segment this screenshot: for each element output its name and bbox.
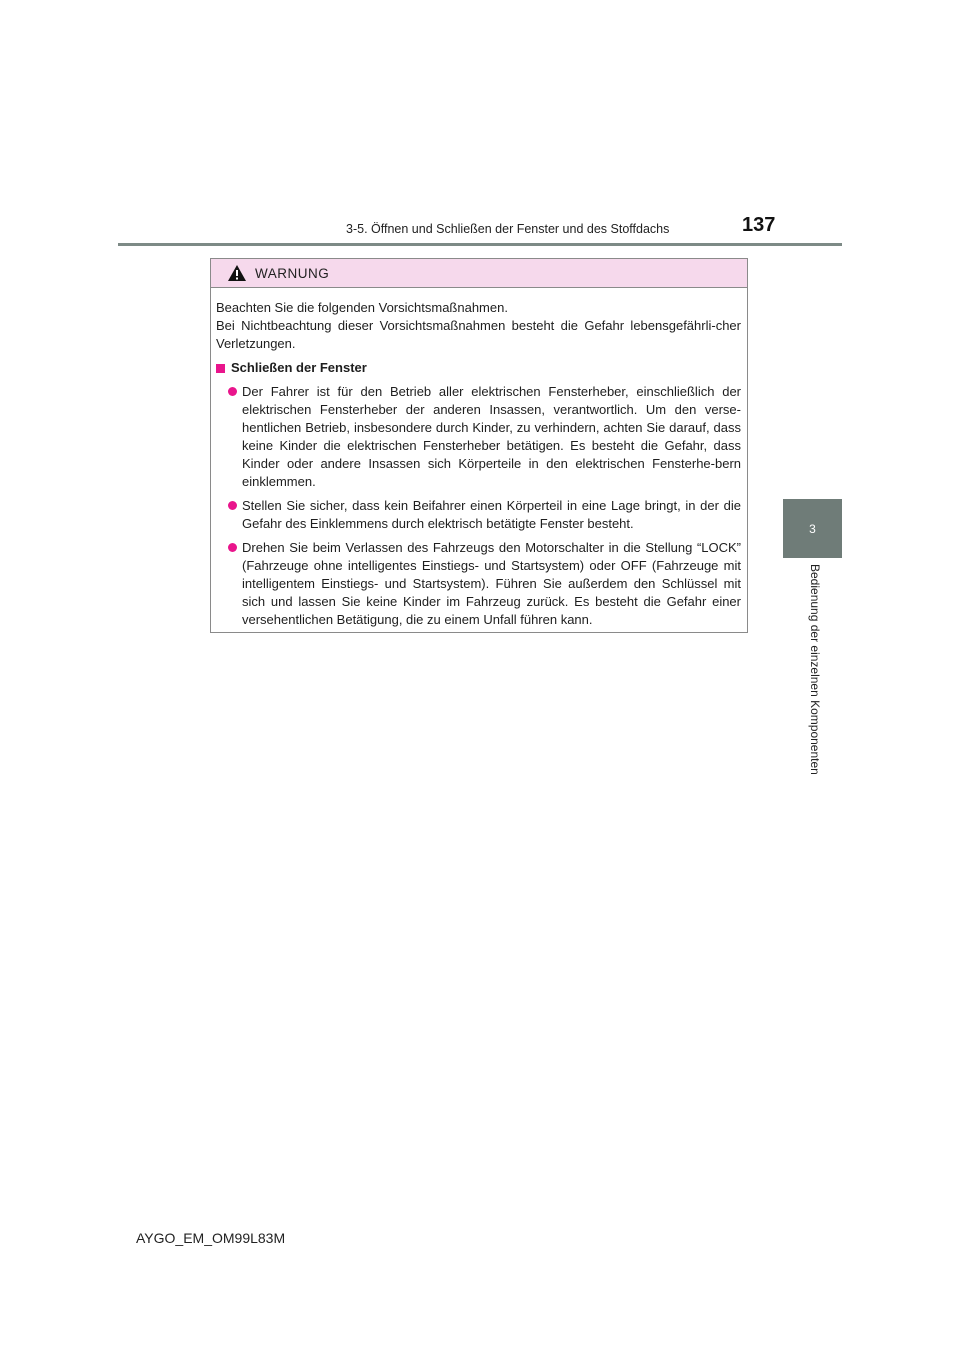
warning-triangle-icon [227,264,247,282]
square-bullet-icon [216,364,225,373]
page-number: 137 [742,214,776,236]
intro-line: Beachten Sie die folgenden Vorsichtsmaßnahmen. [216,300,508,315]
chapter-tab-number: 3 [809,521,816,536]
list-item-text: Drehen Sie beim Verlassen des Fahrzeugs den Motorschalter in die Stellung “LOCK” (Fahrzeuge ohne intelligentes Einstiegs- und Startsystem) oder OFF (Fahrzeuge mit intelligentem Einstiegs- und Startsystem). Führen Sie außerdem den Schlüssel mit sich und lassen Sie keine Kinder im Fahrzeug zurück. Es besteht die Gefahr einer versehentlichen Betätigung, die zu einem Unfall führen kann. [242,540,741,627]
list-item [216,383,741,491]
header-divider [118,243,842,246]
list-item [216,539,741,629]
chapter-tab [783,499,842,558]
section-heading-text: Schließen der Fenster [231,360,367,375]
warning-header [211,259,747,288]
intro-line: Bei Nichtbeachtung dieser Vorsichtsmaßnahmen besteht die Gefahr lebensgefährli-cher Verletzungen. [216,318,741,351]
list-item-text: Stellen Sie sicher, dass kein Beifahrer einen Körperteil in eine Lage bringt, in der die Gefahr des Einklemmens durch elektrisch betätigte Fenster besteht. [242,498,741,531]
document-code: AYGO_EM_OM99L83M [136,1230,286,1246]
warning-title: WARNUNG [255,265,330,281]
section-heading [216,359,741,377]
section-title: 3-5. Öffnen und Schließen der Fenster und des Stoffdachs [346,222,670,236]
round-bullet-icon [228,543,237,552]
warning-body [211,288,747,629]
warning-intro [216,299,741,353]
list-item [216,497,741,533]
round-bullet-icon [228,387,237,396]
round-bullet-icon [228,501,237,510]
list-item-text: Der Fahrer ist für den Betrieb aller elektrischen Fensterheber, einschließlich der elektrischen Fensterheber der anderen Insassen, verantwortlich. Um den verse-hentlichen Betrieb, insbesondere durch Kinder, zu verhindern, achten Sie darauf, dass keine Kinder die elektrischen Fensterheber betätigen. Es besteht die Gefahr, dass Kinder oder andere Insassen sich Körperteile in den elektrischen Fensterhe-bern einklemmen. [242,384,741,489]
warning-box [210,258,748,633]
chapter-label: Bedienung der einzelnen Komponenten [808,564,822,775]
